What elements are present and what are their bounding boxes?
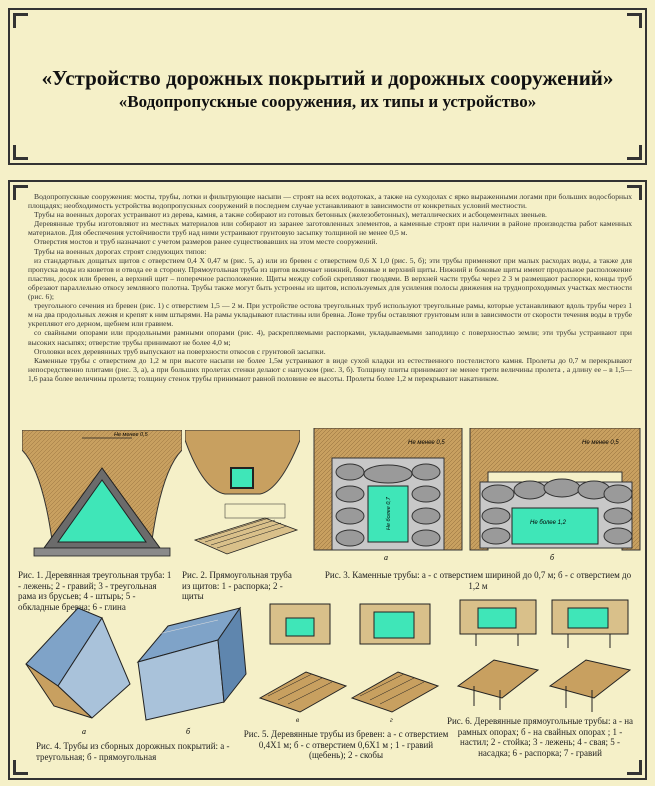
- caption-figure-6: Рис. 6. Деревянные прямоугольные трубы: а - на рамных опорах; б - на свайных опорах ; 1 - настил; 2 - стойка; 3 - лежень; 4 - свая; 5 - насадка; 6 - распорка; 7 - гравий: [446, 716, 634, 758]
- paragraph: Каменные трубы с отверстием до 1,2 м при высоте насыпи не более 1,5м устраивают в виде сухой кладки из естественного постелистого камня. Пролеты до 0,7 м перекрывают непосредственно плитами (рис. 3, а), а при больших пролетах стенки делают с напуском (рис. 3, б). Толщину плиты принимают не менее трети величины пролета , а длину ее – в 1,5—1,6 раза более величины пролета; толщину стенок трубы принимают равной половине ее высоты. Пролеты более 1,2 м перекрывают накатником.: [28, 355, 632, 383]
- figure-4-prefab-pipes: [18, 594, 250, 740]
- caption-figure-2: Рис. 2. Прямоугольная труба из щитов: 1 - распорка; 2 - щиты: [182, 570, 292, 601]
- label-ne-menee: Не менее 0,5: [114, 432, 148, 438]
- caption-figure-5: Рис. 5. Деревянные трубы из бревен: а - с отверстием 0,4Х1 м; б - с отверстием 0,6Х1 м ; 1 - гравий (щебень); 2 - скобы: [243, 729, 449, 760]
- label-a: а: [82, 727, 86, 736]
- page-title: «Устройство дорожных покрытий и дорожных сооружений»: [41, 66, 614, 90]
- paragraph: Трубы на военных дорогах устраивают из дерева, камня, а также собирают из готовых бетонных (железобетонных), металлических и асбоцементных звеньев.: [34, 210, 547, 220]
- label-v: в: [296, 716, 300, 724]
- label-ne-menee: Не менее 0,5: [408, 440, 445, 446]
- label-b: б: [186, 727, 191, 736]
- paragraph: Деревянные трубы изготовляют из местных материалов или собирают из заранее заготовленных элементов, а каменные строят при наличии в районе производства работ каменных материалов. Для обеспечения устойчивости труб над ними устраивают грунтовую засыпку толщиной не менее 0,5 м.: [28, 219, 632, 238]
- paragraph: Трубы на военных дорогах строят следующих типов:: [34, 246, 207, 256]
- figure-1-triangular-pipe: [22, 430, 182, 568]
- label-a: а: [384, 553, 388, 562]
- paragraph: Оголовки всех деревянных труб выпускают на поверхности откосов с грунтовой засыпки.: [34, 346, 326, 356]
- label-g: г: [390, 716, 393, 724]
- label-ne-bolee: Не более 1,2: [530, 520, 566, 526]
- paragraph: из стандартных дощатых щитов с отверстием 0,4 Х 0,47 м (рис. 5, а) или из бревен с отверстием 0,6 Х 1,0 (рис. 5, б); эти трубы применяют при малых расходах воды, а также для пропуска воды из кюветов и отвода ее в сторону. Прямоугольная труба из щитов включает нижний, боковые и верхний щиты. Нижний и боковые щиты имеют продольное расположение пластин, досок или бревен, а верхний щит – поперечное расположение. Щиты между собой скрепляют гвоздями. В верхней части трубы через 2 3 м размещают распорки, концы труб обрезают параллельно откосу земляного полотна. Трубы также могут быть устроены из щитов, используемых для усиления полосы движения на труднопроходимых участках местности (рис. 6);: [28, 255, 632, 302]
- figure-5-log-pipes: [256, 594, 440, 726]
- caption-figure-1: Рис. 1. Деревянная треугольная труба: 1 - лежень; 2 - гравий; 3 - треугольная рама из брусьев; 4 - штырь; 5 - обкладные бревна; 6 - глина: [18, 570, 172, 612]
- label-ne-bolee: Не более 0,7: [386, 497, 392, 530]
- body-text: [28, 192, 632, 383]
- caption-figure-4: Рис. 4. Трубы из сборных дорожных покрытий: а - треугольная; б - прямоугольная: [36, 741, 230, 762]
- paragraph: со свайными опорами или продольными рамными опорами (рис. 4), раскрепляемыми распорками, укладываемыми заподлицо с поверхностью земли; эти трубы устраивают при высоких насыпях; отверстие трубы принимают не более 4,0 м;: [28, 328, 632, 347]
- page-subtitle: «Водопропускные сооружения, их типы и устройство»: [118, 92, 537, 111]
- label-b: б: [550, 553, 555, 562]
- figure-3-stone-pipes: [312, 428, 642, 562]
- paragraph: треугольного сечения из бревен (рис. 1) с отверстием 1,5 — 2 м. При устройстве остова треугольных труб используют треугольные рамы, которые устанавливают вдоль трубы через 1 м на два продольных лежня и крепят к ним штырями. На рамы укладывают пластины или бревна. Ложе трубы оставляют грунтовым или в зависимости от скорости течения воды в трубе укрепляют его дерном, щебнем или гравием.: [28, 301, 632, 329]
- paragraph: Водопропускные сооружения: мосты, трубы, лотки и фильтрующие насыпи — строят на всех водотоках, а также на суходолах с ярко выраженными логами при больших водосборных площадях; необходимость устройства водопропускных сооружений в последнем случае устанавливают в зависимости от конкретных условий местности.: [28, 192, 632, 211]
- figure-2-rectangular-pipe: [185, 430, 300, 566]
- label-ne-menee: Не менее 0,5: [582, 440, 619, 446]
- figure-6-wooden-pipes: [454, 590, 636, 714]
- paragraph: Отверстия мостов и труб назначают с учетом размеров ранее существовавших на этом месте сооружений.: [34, 237, 378, 247]
- caption-figure-3: Рис. 3. Каменные трубы: а - с отверстием шириной до 0,7 м; б - с отверстием до 1,2 м: [324, 570, 632, 591]
